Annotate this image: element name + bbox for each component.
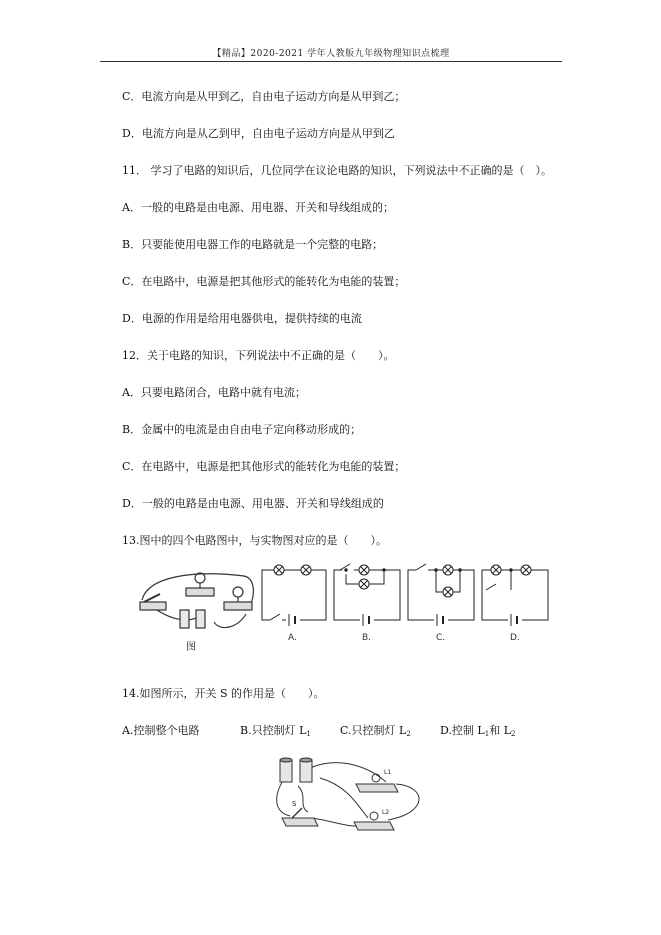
option-c-prev: C．电流方向是从甲到乙，自由电子运动方向是从甲到乙；: [122, 90, 406, 103]
q12-option-d: D．一般的电路是由电源、用电器、开关和导线组成的: [122, 497, 384, 510]
q14-circuit-figure: [268, 756, 438, 836]
option-label-b: B.: [362, 633, 372, 643]
circuit-diagram-b: [334, 564, 400, 628]
option-label-a: A.: [288, 633, 297, 643]
switch-base: [282, 818, 318, 826]
q12-option-a: A．只要电路闭合，电路中就有电流；: [122, 386, 306, 399]
q14-option-c: C.只控制灯 $L_2$: [340, 724, 411, 738]
q11-option-b: B．只要能使用电器工作的电路就是一个完整的电路；: [122, 238, 384, 251]
circuit-diagram-a: [262, 565, 326, 628]
physical-circuit-photo: [140, 573, 253, 628]
page-header: 【精品】2020-2021 学年人教版九年级物理知识点梳理: [212, 49, 450, 59]
q14-option-d: D.控制 $L_1$和 $L_2$: [440, 724, 516, 738]
switch-label: S: [292, 800, 297, 808]
q11-option-a: A．一般的电路是由电源、用电器、开关和导线组成的；: [122, 201, 394, 214]
option-label-c: C.: [436, 633, 446, 643]
q11-option-d: D．电源的作用是给用电器供电，提供持续的电流: [122, 312, 362, 325]
circuit-diagram-c: [408, 564, 474, 628]
question-13: 13.图中的四个电路图中，与实物图对应的是（ ）。: [122, 534, 387, 547]
header-divider: [100, 61, 562, 62]
q14-options: [122, 722, 515, 738]
lamp1-base: [356, 784, 398, 792]
photo-caption: 图: [186, 642, 196, 653]
q12-option-c: C．在电路中，电源是把其他形式的能转化为电能的装置；: [122, 460, 406, 473]
q12-option-b: B．金属中的电流是由自由电子定向移动形成的；: [122, 423, 362, 436]
q14-option-a: A.控制整个电路: [122, 724, 200, 737]
q13-circuit-figure: [134, 562, 554, 654]
q14-option-b: B.只控制灯 $L_1$: [240, 724, 311, 738]
option-d-prev: D．电流方向是从乙到甲，自由电子运动方向是从甲到乙: [122, 127, 395, 140]
lamp2-base: [354, 822, 394, 830]
circuit-diagram-d: [482, 565, 548, 628]
lamp2-label: L2: [382, 809, 390, 816]
option-label-d: D.: [510, 633, 520, 643]
question-11: 11． 学习了电路的知识后，几位同学在议论电路的知识，下列说法中不正确的是（ ）。: [122, 164, 552, 177]
question-12: 12．关于电路的知识，下列说法中不正确的是（ ）。: [122, 349, 395, 362]
question-14: 14.如图所示，开关 S 的作用是（ ）。: [122, 687, 325, 700]
q11-option-c: C．在电路中，电源是把其他形式的能转化为电能的装置；: [122, 275, 406, 288]
lamp1-label: L1: [384, 769, 392, 776]
